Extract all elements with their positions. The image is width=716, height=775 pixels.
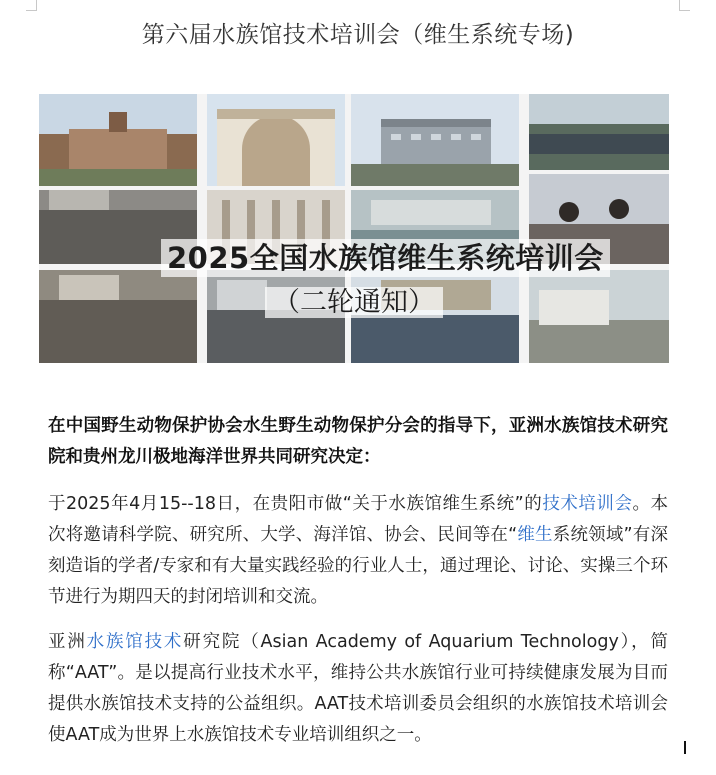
banner-title: 2025全国水族馆维生系统培训会 [161,239,610,277]
banner-subtitle-wrap [39,280,669,319]
aat-paragraph [48,627,668,751]
link-technical-training[interactable]: 技术培训会 [542,494,633,514]
photo-building-dome [39,94,197,186]
paragraph-text: 。本次将邀请科学院、研究所、大学、海洋馆、协会、民间等在“ [48,494,669,545]
page-title: 第六届水族馆技术培训会（维生系统专场) [141,22,575,48]
page-corner-mark-left [26,0,37,11]
paragraph-text: 系统领域”有深刻造诣的学者/专家和有大量实践经验的行业人士，通过理论、讨论、实操三个环节进行为期四天的封闭培训和交流。 [48,525,668,607]
intro-paragraph: 在中国野生动物保护协会水生野生动物保护分会的指导下，亚洲水族馆技术研究院和贵州龙川极地海洋世界共同研究决定： [48,416,668,467]
schedule-paragraph [48,489,668,613]
paragraph-text: 研究院（Asian Academy of Aquarium Technology），简称“AAT”。是以提高行业技术水平，维持公共水族馆行业可持续健康发展为目而提供水族馆技术支持的公益组织。AAT技术培训委员会组织的水族馆技术培训会使AAT成为世界上水族馆技术专业培训组织之一。 [48,632,669,745]
photo-group-outdoor [529,94,669,170]
paragraph-text: 于2025年4月15--18日，在贵阳市做“关于水族馆维生系统”的 [48,494,543,514]
link-life-support[interactable]: 维生 [517,525,553,545]
photo-gate-arch [207,94,345,186]
text-cursor [684,741,686,754]
banner-subtitle: （二轮通知） [265,287,443,318]
link-aquarium-technology[interactable]: 水族馆技术 [86,632,184,652]
banner-image [39,94,669,363]
photo-hotel-building [351,94,519,186]
paragraph-text: 亚洲 [48,632,87,652]
page-corner-mark-right [679,0,690,11]
